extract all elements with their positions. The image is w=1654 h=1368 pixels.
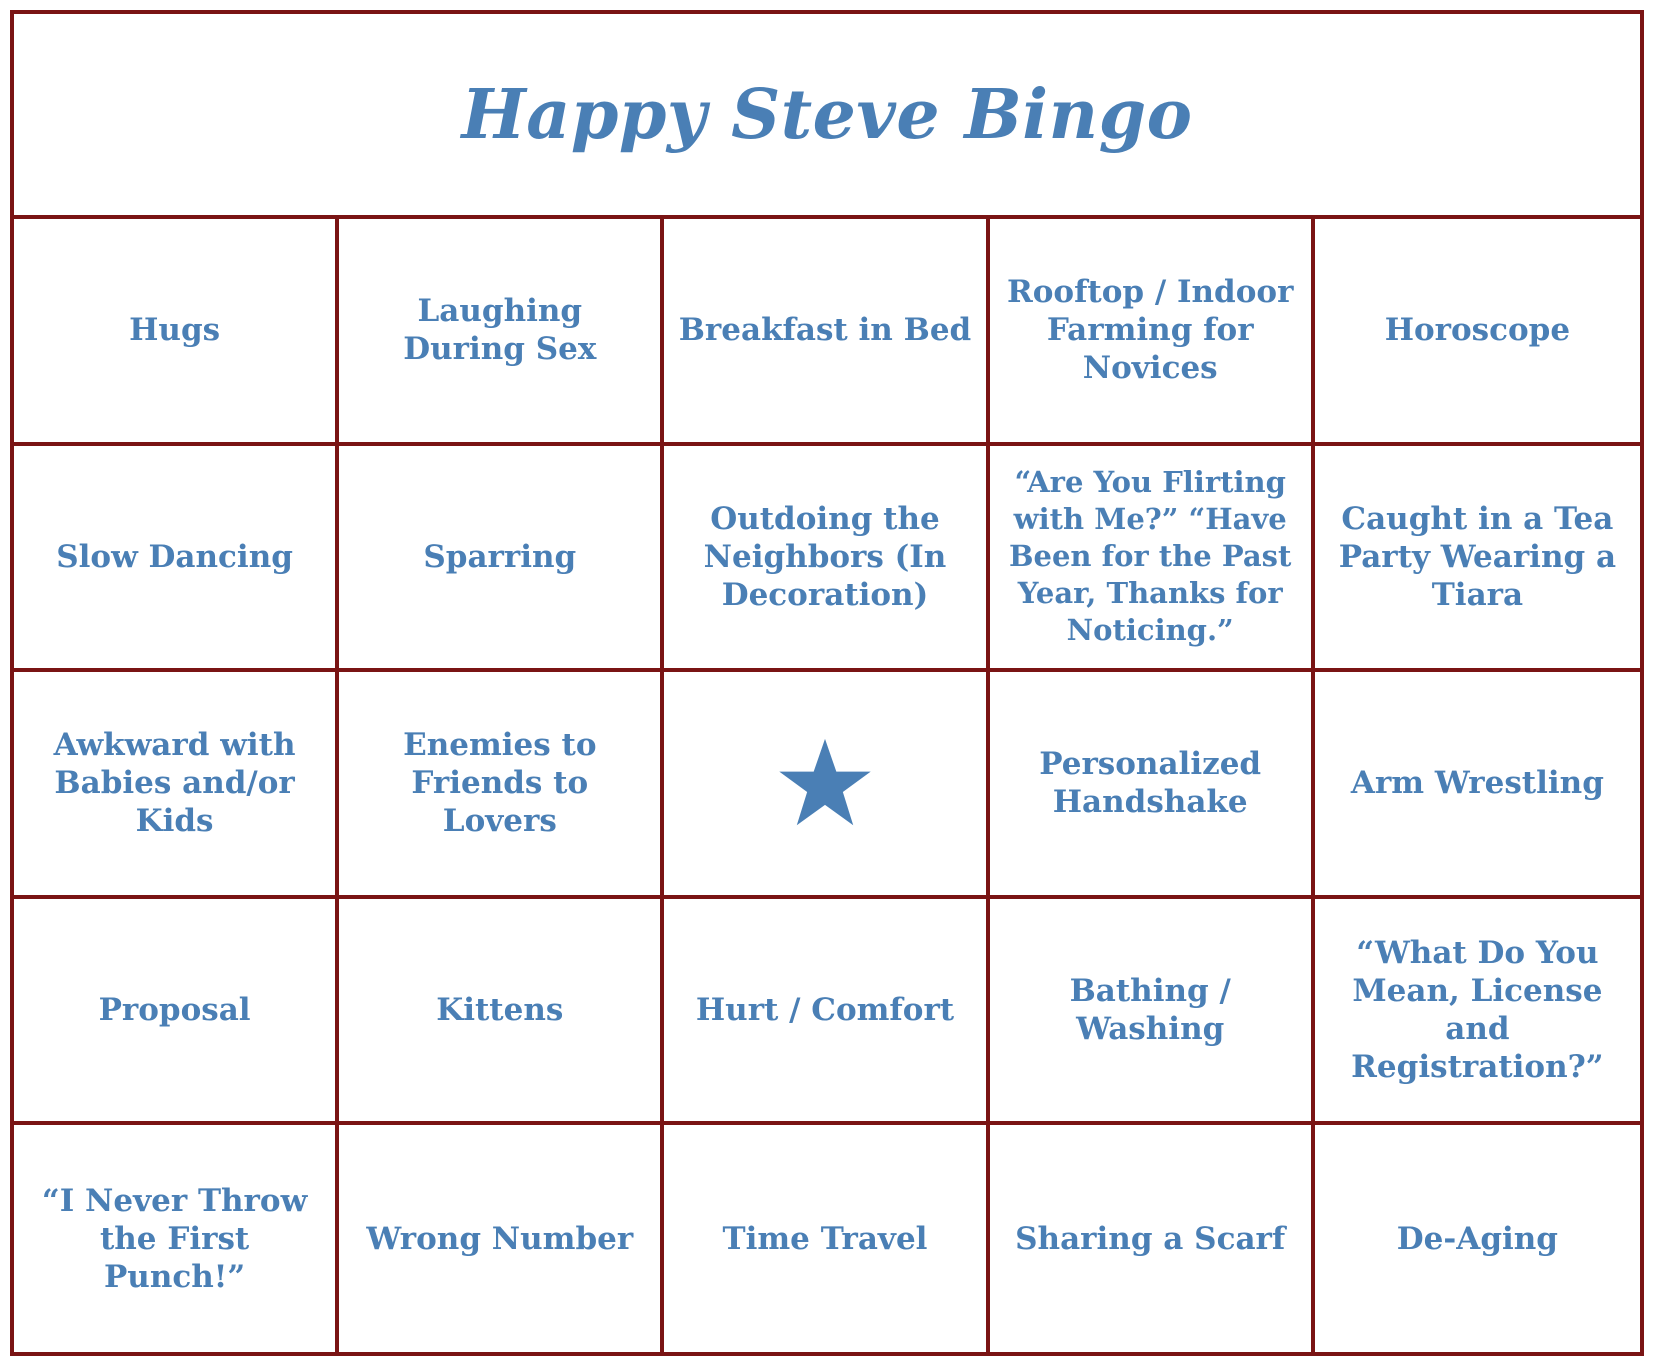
bingo-grid	[14, 219, 1640, 1352]
bingo-cell[interactable]	[664, 1125, 989, 1352]
bingo-card	[10, 10, 1644, 1356]
bingo-cell-label: “I Never Throw the First Punch!”	[41, 1182, 308, 1295]
bingo-cell-label: Caught in a Tea Party Wearing a Tiara	[1338, 500, 1617, 613]
bingo-cell[interactable]	[990, 446, 1315, 673]
bingo-cell[interactable]	[339, 446, 664, 673]
bingo-cell-label: Sharing a Scarf	[1015, 1220, 1286, 1257]
bingo-cell[interactable]	[664, 219, 989, 446]
title-row	[14, 14, 1640, 219]
bingo-cell-label: Arm Wrestling	[1350, 765, 1604, 802]
bingo-cell[interactable]	[339, 1125, 664, 1352]
bingo-cell-label: Enemies to Friends to Lovers	[403, 727, 597, 840]
bingo-cell-label: Awkward with Babies and/or Kids	[53, 727, 296, 840]
bingo-cell[interactable]	[990, 219, 1315, 446]
bingo-cell-label: Hugs	[129, 312, 221, 349]
page-title: Happy Steve Bingo	[461, 74, 1193, 155]
bingo-cell-label: Proposal	[98, 992, 251, 1029]
bingo-cell-label: De-Aging	[1396, 1220, 1558, 1257]
bingo-cell-label: Bathing / Washing	[1069, 973, 1231, 1048]
bingo-cell-label: Horoscope	[1384, 312, 1571, 349]
bingo-cell-label: Kittens	[436, 992, 564, 1029]
bingo-cell[interactable]	[14, 446, 339, 673]
bingo-cell-label: Time Travel	[722, 1220, 928, 1257]
bingo-cell-label: Sparring	[423, 538, 577, 575]
free-space-cell[interactable]	[664, 672, 989, 899]
bingo-cell-label: Personalized Handshake	[1039, 746, 1262, 821]
bingo-cell[interactable]	[14, 1125, 339, 1352]
bingo-cell-label: “Are You Flirting with Me?” “Have Been for the Past Year, Thanks for Noticing.”	[1009, 465, 1292, 648]
bingo-cell-label: Hurt / Comfort	[695, 992, 955, 1029]
bingo-cell[interactable]	[990, 899, 1315, 1126]
bingo-cell[interactable]	[664, 446, 989, 673]
bingo-cell[interactable]	[990, 1125, 1315, 1352]
bingo-cell[interactable]	[14, 899, 339, 1126]
bingo-cell-label: Breakfast in Bed	[678, 312, 972, 349]
bingo-cell[interactable]	[990, 672, 1315, 899]
bingo-cell[interactable]	[664, 899, 989, 1126]
bingo-cell-label: “What Do You Mean, License and Registration?”	[1351, 935, 1604, 1086]
bingo-cell[interactable]	[1315, 219, 1640, 446]
bingo-cell-label: Wrong Number	[366, 1220, 634, 1257]
bingo-cell-label: Rooftop / Indoor Farming for Novices	[1006, 274, 1294, 387]
bingo-cell[interactable]	[14, 219, 339, 446]
bingo-cell[interactable]	[14, 672, 339, 899]
bingo-cell-label: Outdoing the Neighbors (In Decoration)	[703, 500, 947, 613]
bingo-cell[interactable]	[339, 219, 664, 446]
bingo-cell-label: Laughing During Sex	[403, 293, 597, 368]
star-icon	[777, 735, 873, 831]
bingo-cell[interactable]	[1315, 446, 1640, 673]
bingo-cell[interactable]	[339, 672, 664, 899]
bingo-cell[interactable]	[1315, 672, 1640, 899]
bingo-cell-label: Slow Dancing	[56, 538, 293, 575]
bingo-cell[interactable]	[1315, 899, 1640, 1126]
bingo-cell[interactable]	[1315, 1125, 1640, 1352]
bingo-cell[interactable]	[339, 899, 664, 1126]
